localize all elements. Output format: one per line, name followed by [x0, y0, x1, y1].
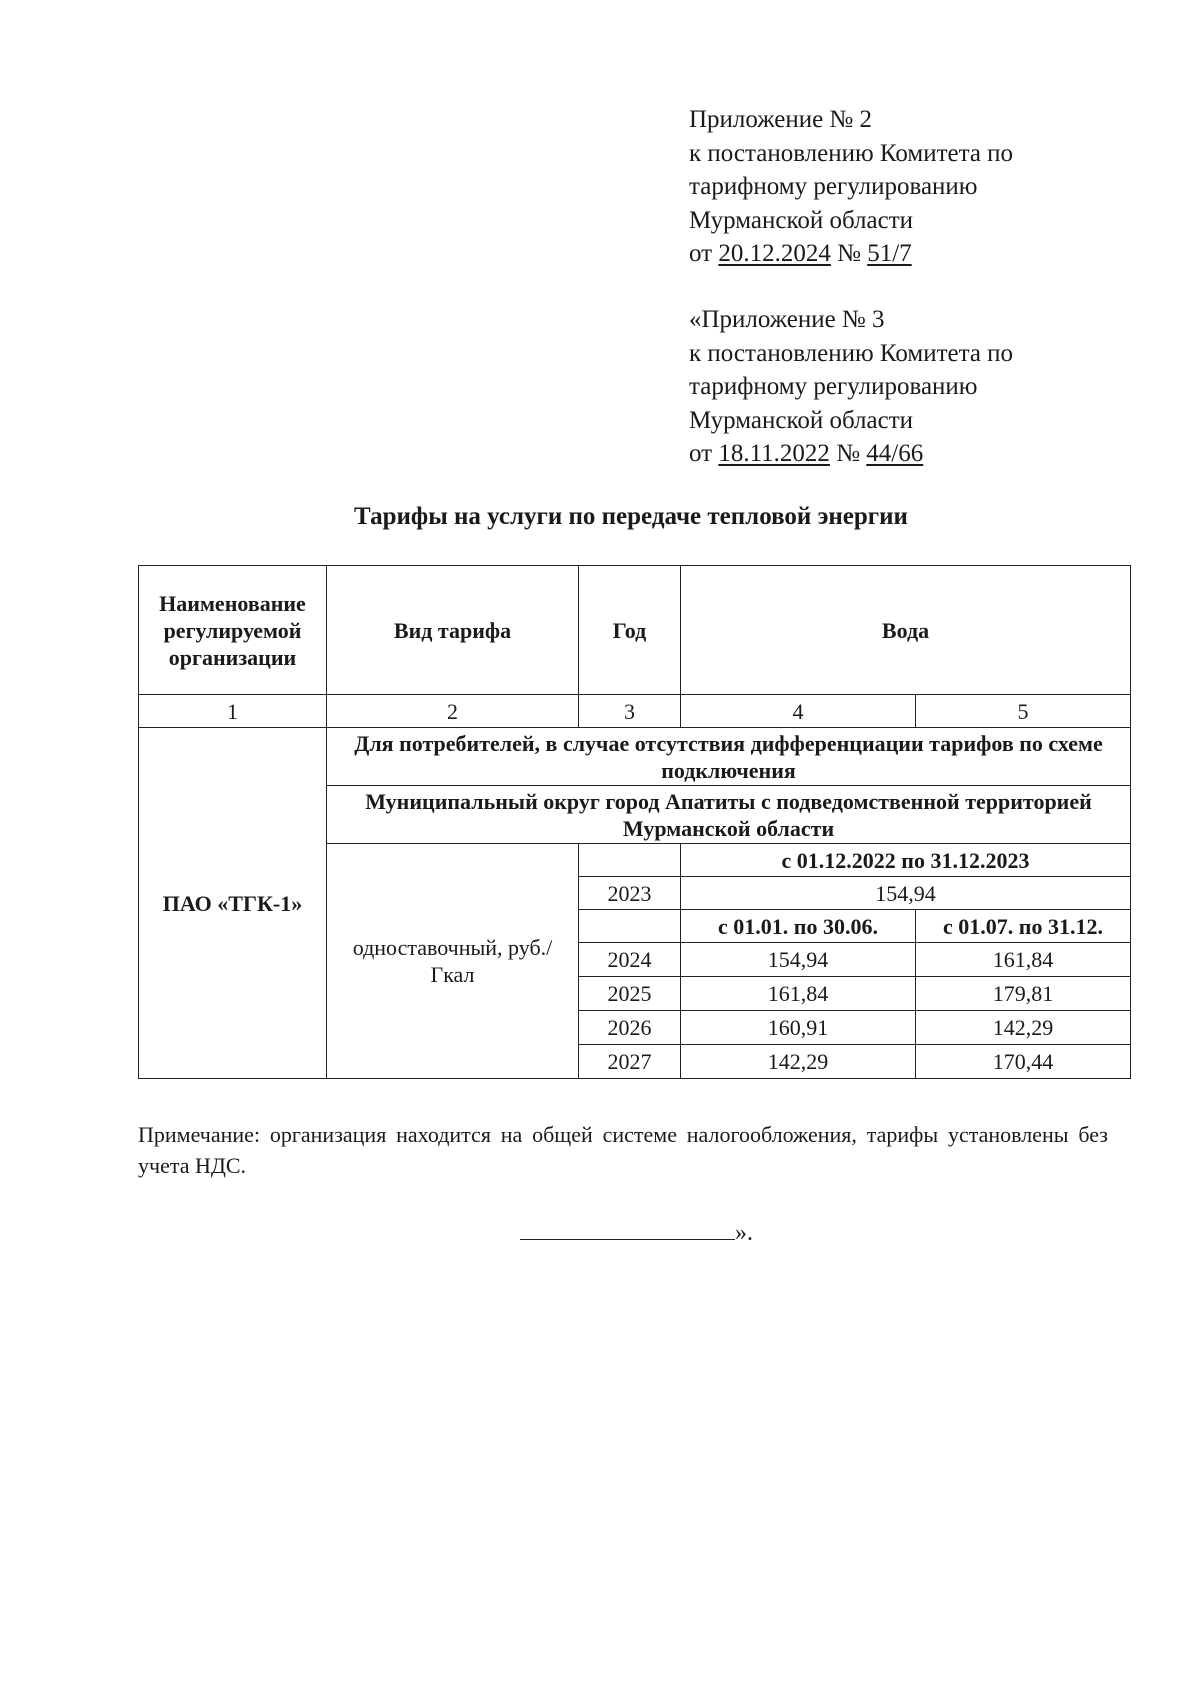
appendix-original-header	[689, 303, 1169, 471]
header-tariff-type: Вид тарифа	[327, 566, 579, 695]
appendix-line: «Приложение № 3	[689, 306, 885, 333]
period-2023: с 01.12.2022 по 31.12.2023	[681, 844, 1131, 877]
appendix-date-line	[689, 437, 1169, 471]
column-numbers-row	[139, 695, 1131, 728]
tariff-type: одноставочный, руб./Гкал	[327, 844, 579, 1079]
document-title: Тарифы на услуги по передаче тепловой энергии	[354, 503, 908, 530]
column-number: 3	[579, 695, 681, 728]
date-prefix: от	[689, 240, 719, 267]
appendix-line: к постановлению Комитета по	[689, 339, 1014, 367]
resolution-number: 44/66	[866, 440, 924, 467]
table-header-row	[139, 566, 1131, 695]
organization-name: ПАО «ТГК-1»	[139, 728, 327, 1079]
tariff-value-first-half: 161,84	[681, 977, 916, 1011]
header-water: Вода	[681, 566, 1131, 695]
half-year-header-second: с 01.07. по 31.12.	[916, 910, 1131, 943]
half-year-header-first: с 01.01. по 30.06.	[681, 910, 916, 943]
header-year: Год	[579, 566, 681, 695]
appendix-line: Мурманской области	[689, 406, 914, 434]
column-number: 4	[681, 695, 916, 728]
year-cell: 2025	[579, 977, 681, 1011]
closing-line	[520, 1220, 753, 1247]
tariff-value-first-half: 154,94	[681, 943, 916, 977]
resolution-date: 18.11.2022	[718, 440, 830, 467]
appendix-line: Приложение № 2	[689, 106, 873, 133]
tariff-value-first-half: 160,91	[681, 1011, 916, 1045]
column-number: 5	[916, 695, 1131, 728]
header-organization: Наименование регулируемой организации	[139, 566, 327, 695]
year-cell: 2027	[579, 1045, 681, 1079]
year-cell: 2023	[579, 877, 681, 910]
number-prefix: №	[830, 240, 868, 267]
consumer-group: Для потребителей, в случае отсутствия дифференциации тарифов по схеме подключения	[327, 728, 1131, 786]
appendix-current-header	[689, 103, 1169, 271]
tax-note: Примечание: организация находится на общей системе налогообложения, тарифы установлены без учета НДС.	[138, 1122, 1108, 1178]
tariff-value: 154,94	[681, 877, 1131, 910]
appendix-line: тарифному регулированию	[689, 173, 978, 200]
year-cell-empty	[579, 844, 681, 877]
resolution-date: 20.12.2024	[718, 240, 831, 267]
appendix-date-line	[689, 237, 1169, 271]
resolution-number: 51/7	[867, 240, 912, 267]
appendix-line: Мурманской области	[689, 206, 914, 234]
number-prefix: №	[829, 440, 867, 467]
territory: Муниципальный округ город Апатиты с подведомственной территорией Мурманской области	[327, 786, 1131, 844]
tariff-value-second-half: 142,29	[916, 1011, 1131, 1045]
column-number: 2	[327, 695, 579, 728]
tariff-table	[138, 565, 1131, 1079]
appendix-line: к постановлению Комитета по	[689, 139, 1014, 167]
consumer-group-row	[139, 728, 1131, 786]
tariff-value-second-half: 179,81	[916, 977, 1131, 1011]
date-prefix: от	[689, 440, 719, 467]
year-cell-empty	[579, 910, 681, 943]
tariff-value-second-half: 161,84	[916, 943, 1131, 977]
tariff-value-second-half: 170,44	[916, 1045, 1131, 1079]
signature-rule	[520, 1238, 735, 1240]
year-cell: 2024	[579, 943, 681, 977]
column-number: 1	[139, 695, 327, 728]
tariff-value-first-half: 142,29	[681, 1045, 916, 1079]
closing-quote-mark: ».	[735, 1220, 753, 1246]
appendix-line: тарифному регулированию	[689, 373, 978, 400]
year-cell: 2026	[579, 1011, 681, 1045]
